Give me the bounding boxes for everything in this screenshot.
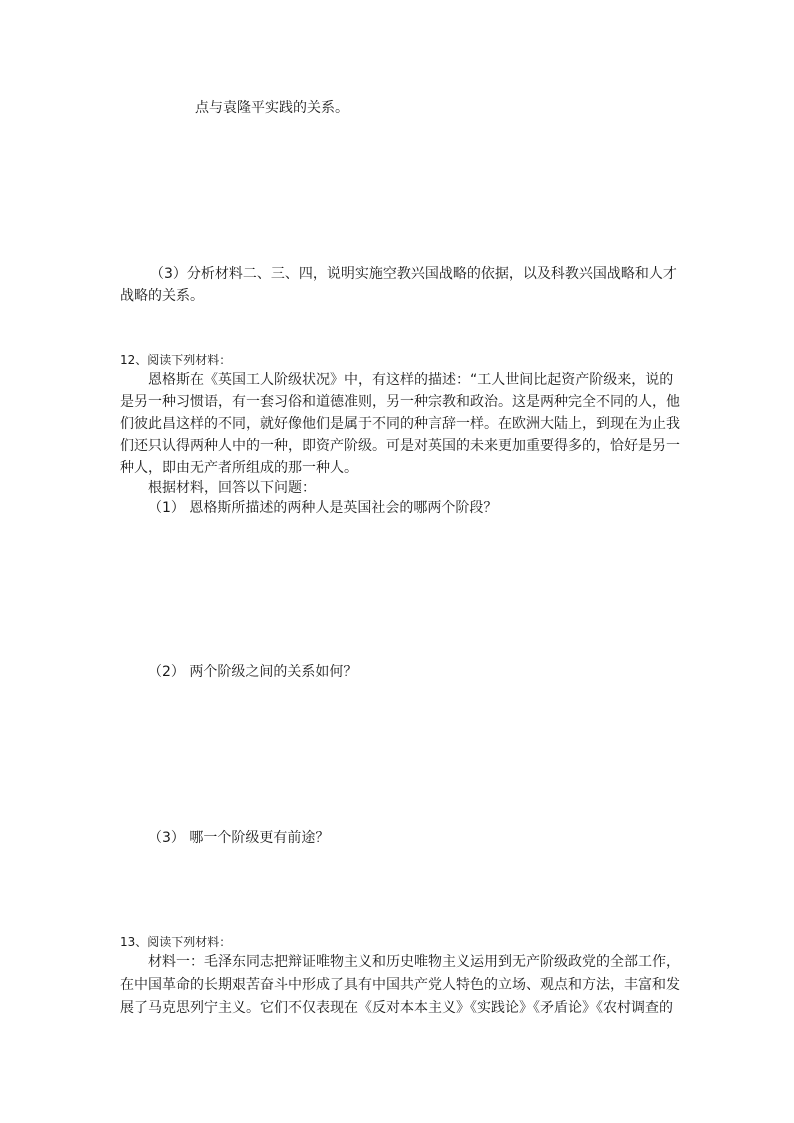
q11-sub3-question-line2: 战略的关系。 [120, 288, 204, 304]
q12-material-line3 [120, 414, 680, 434]
q12-material-line1 [148, 370, 672, 390]
q13-material-text-3: 展了马克思列宁主义。它们不仅表现在《反对本本主义》《实践论》《矛盾论》《农村调查的 [120, 1000, 673, 1016]
q12-sub2-question: （2） 两个阶级之间的关系如何？ [148, 664, 358, 680]
q11-continuation-text: 点与袁隆平实践的关系。 [195, 100, 349, 116]
q13-material-text-1: 材料一：毛泽东同志把辩证唯物主义和历史唯物主义运用到无产阶级政党的全部工作， [148, 954, 680, 970]
q12-material-line4 [120, 436, 680, 456]
q12-material-text-2: 是另一种习惯语，有一套习俗和道德准则，另一种宗教和政治。这是两种完全不同的人，他 [120, 394, 680, 410]
q12-material-text-3: 们彼此昌这样的不同，就好像他们是属于不同的种言辞一样。在欧洲大陆上，到现在为止我 [120, 416, 680, 432]
q13-material-line2 [120, 975, 680, 995]
q12-instruction: 根据材料，回答以下问题： [148, 480, 316, 496]
q11-sub3-question-line1 [150, 264, 677, 284]
q13-heading: 13、阅读下列材料： [120, 935, 232, 949]
q12-material-line2 [120, 392, 680, 412]
q12-material-line5: 种人，即由无产者所组成的那一种人。 [120, 460, 358, 476]
q12-material-text-1: 恩格斯在《英国工人阶级状况》中，有这样的描述：“工人世间比起资产阶级来，说的 [148, 372, 674, 388]
q12-material-text-4: 们还只认得两种人中的一种，即资产阶级。可是对英国的未来更加重要得多的，恰好是另一 [120, 438, 680, 454]
q12-sub3-question: （3） 哪一个阶级更有前途？ [148, 830, 330, 846]
q13-material-line1 [148, 952, 680, 972]
q12-heading: 12、阅读下列材料： [120, 353, 232, 367]
q13-material-line3 [120, 998, 672, 1018]
q12-sub1-question: （1） 恩格斯所描述的两种人是英国社会的哪两个阶段？ [148, 500, 498, 516]
q13-material-text-2: 在中国革命的长期艰苦奋斗中形成了具有中国共产党人特色的立场、观点和方法，丰富和发 [120, 977, 680, 993]
q11-sub3-text: （3）分析材料二、三、四，说明实施空教兴国战略的依据，以及科教兴国战略和人才 [150, 266, 677, 282]
